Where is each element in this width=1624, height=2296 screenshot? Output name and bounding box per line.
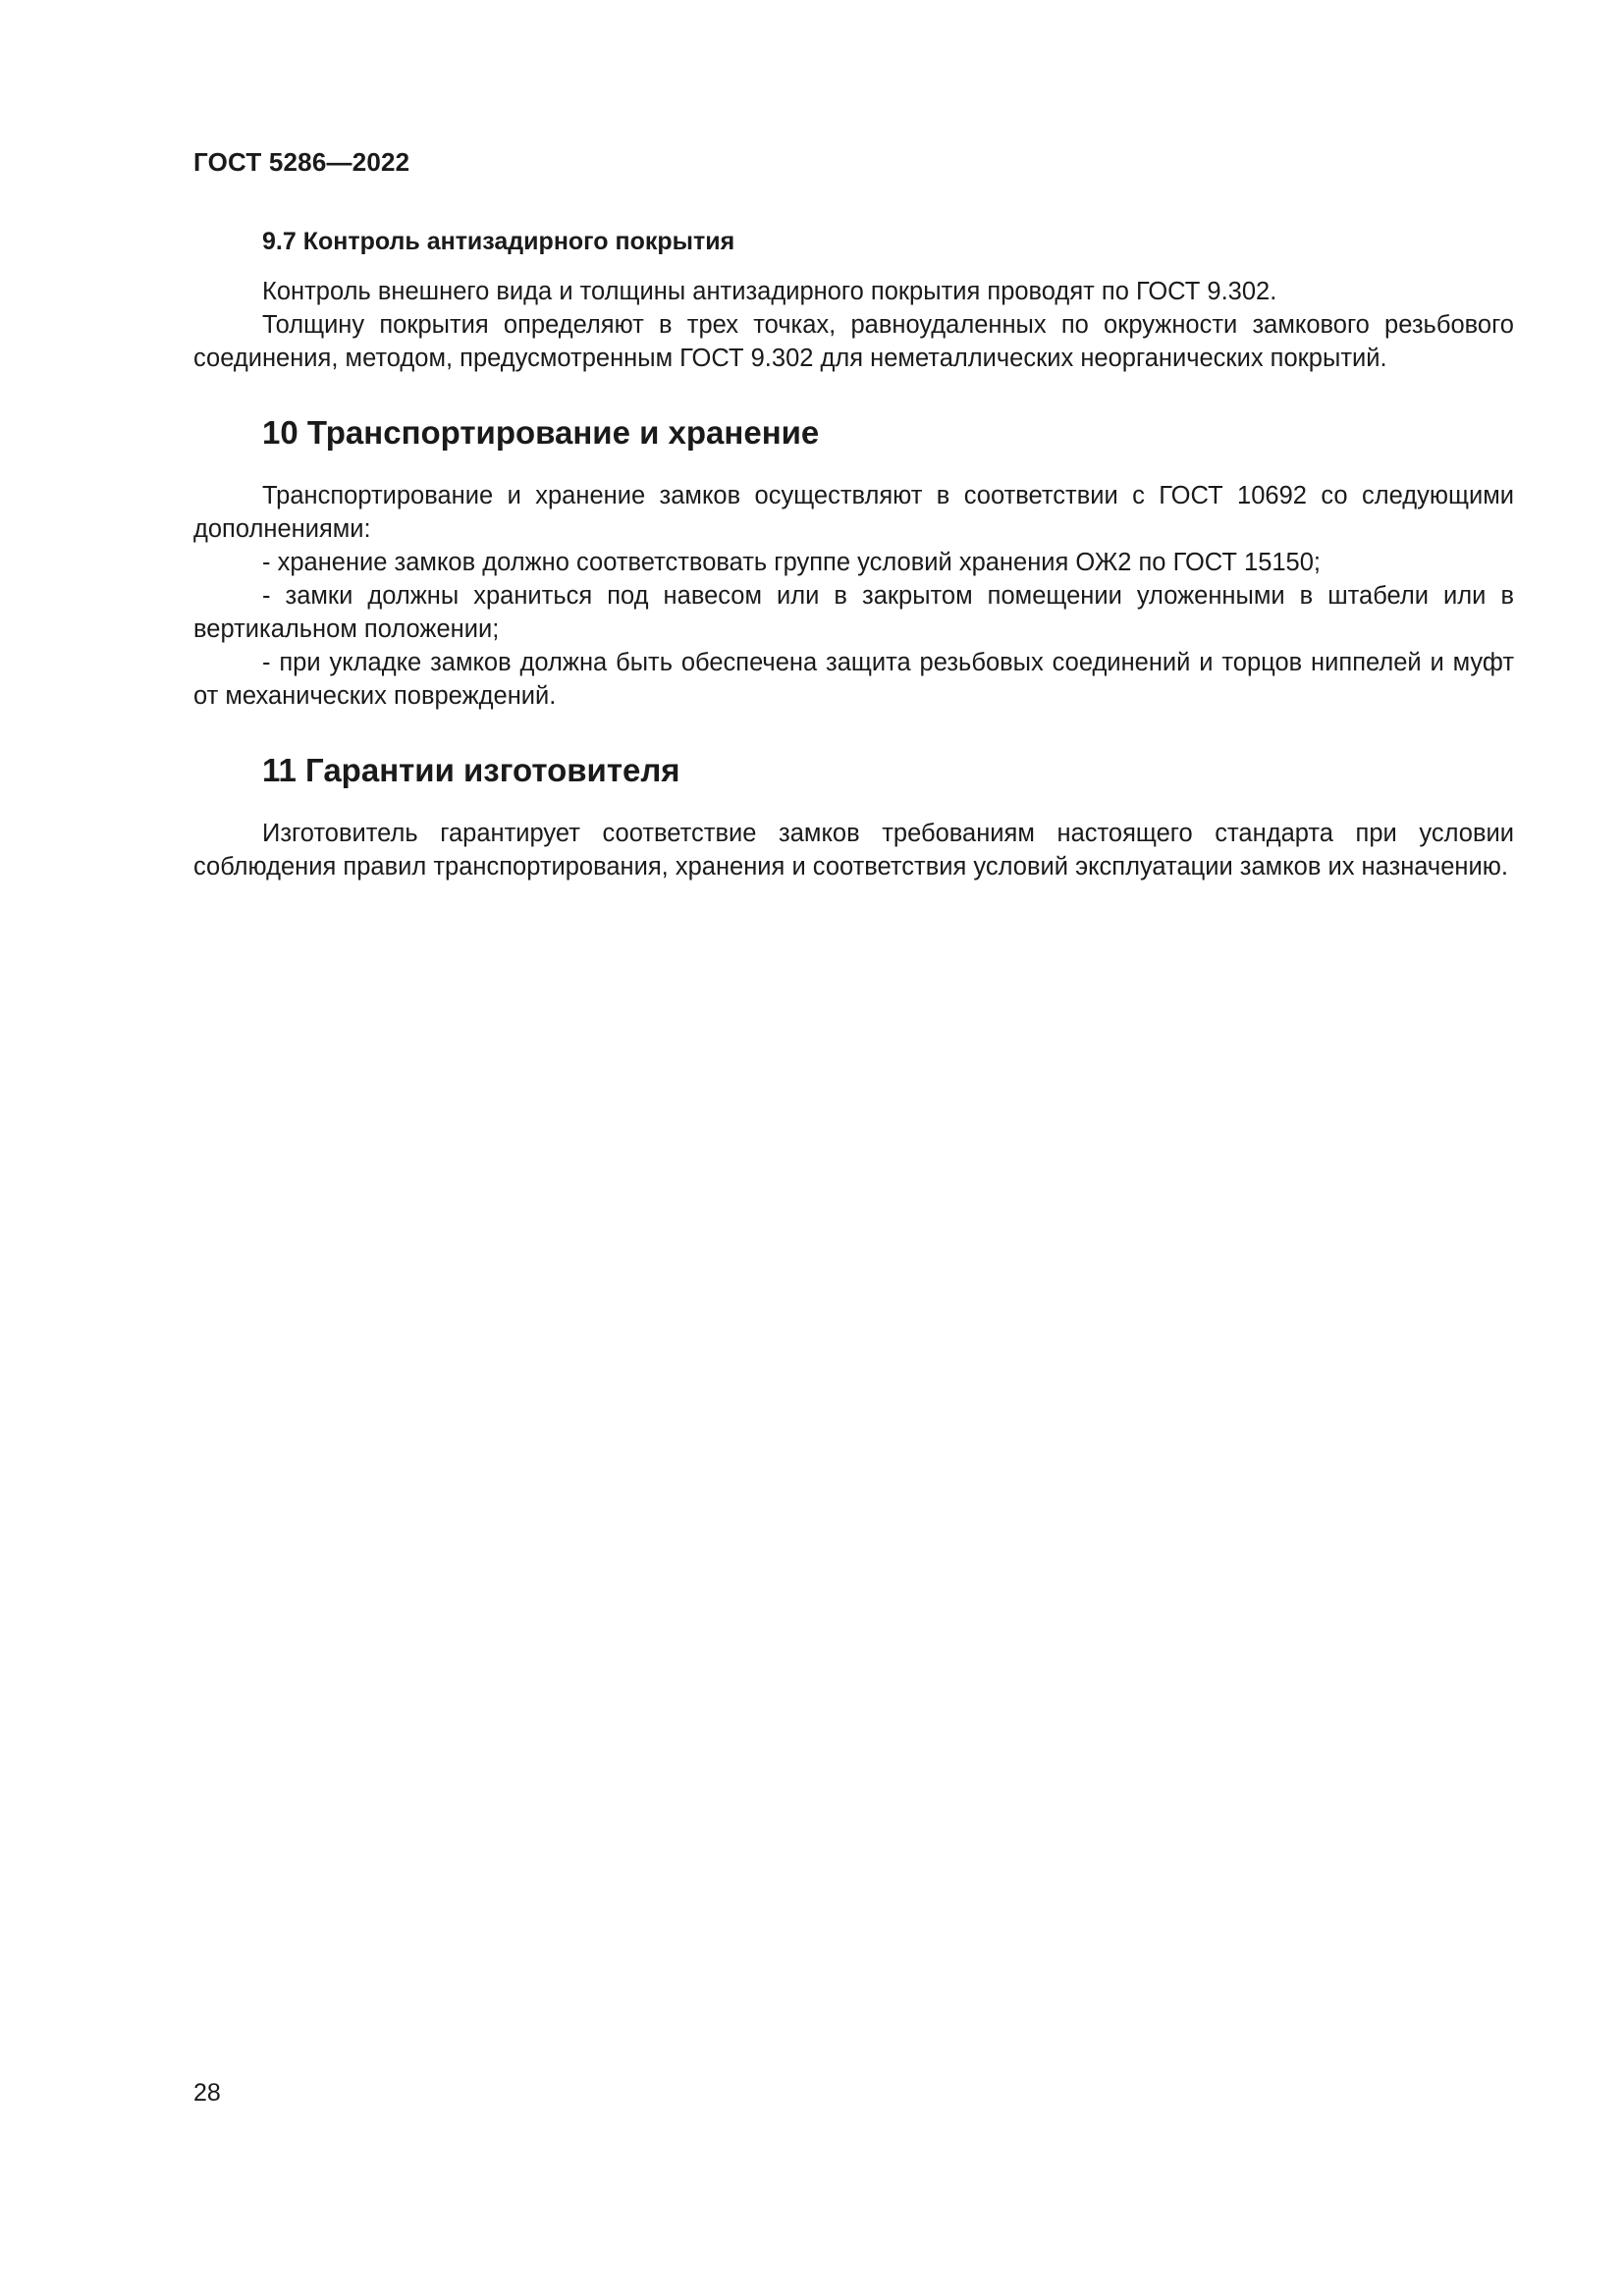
- section-10-list-item-2: - замки должны храниться под навесом или в закрытом помещении уложенными в штабели или в вертикальном положении;: [193, 582, 1514, 643]
- section-10-title: 10 Транспортирование и хранение: [262, 414, 820, 451]
- section-11-paragraph: Изготовитель гарантирует соответствие замков требованиям настоящего стандарта при условии соблюдения правил транспортирования, хранения и соответствия условий эксплуатации замков их назначению.: [193, 820, 1514, 881]
- section-9-7-paragraph-1: Контроль внешнего вида и толщины антизадирного покрытия проводят по ГОСТ 9.302.: [262, 278, 1277, 305]
- document-page: [193, 0, 1514, 2296]
- section-10: [193, 412, 1514, 713]
- section-9-7-paragraph-2: Толщину покрытия определяют в трех точках, равноудаленных по окружности замкового резьбового соединения, методом, предусмотренным ГОСТ 9.302 для неметаллических неорганических покрытий.: [193, 311, 1514, 372]
- section-10-list-item-1: - хранение замков должно соответствовать группе условий хранения ОЖ2 по ГОСТ 15150;: [262, 549, 1322, 576]
- page-content: [193, 226, 1514, 883]
- section-9-7: [193, 226, 1514, 375]
- running-header: ГОСТ 5286—2022: [193, 147, 410, 177]
- section-10-list-item-3: - при укладке замков должна быть обеспечена защита резьбовых соединений и торцов ниппелей и муфт от механических повреждений.: [193, 649, 1514, 710]
- page-number: 28: [193, 2079, 221, 2107]
- section-10-intro: Транспортирование и хранение замков осуществляют в соответствии с ГОСТ 10692 со следующими дополнениями:: [193, 482, 1514, 543]
- section-11-title: 11 Гарантии изготовителя: [262, 752, 680, 788]
- section-11: [193, 750, 1514, 883]
- section-9-7-title: 9.7 Контроль антизадирного покрытия: [262, 228, 735, 255]
